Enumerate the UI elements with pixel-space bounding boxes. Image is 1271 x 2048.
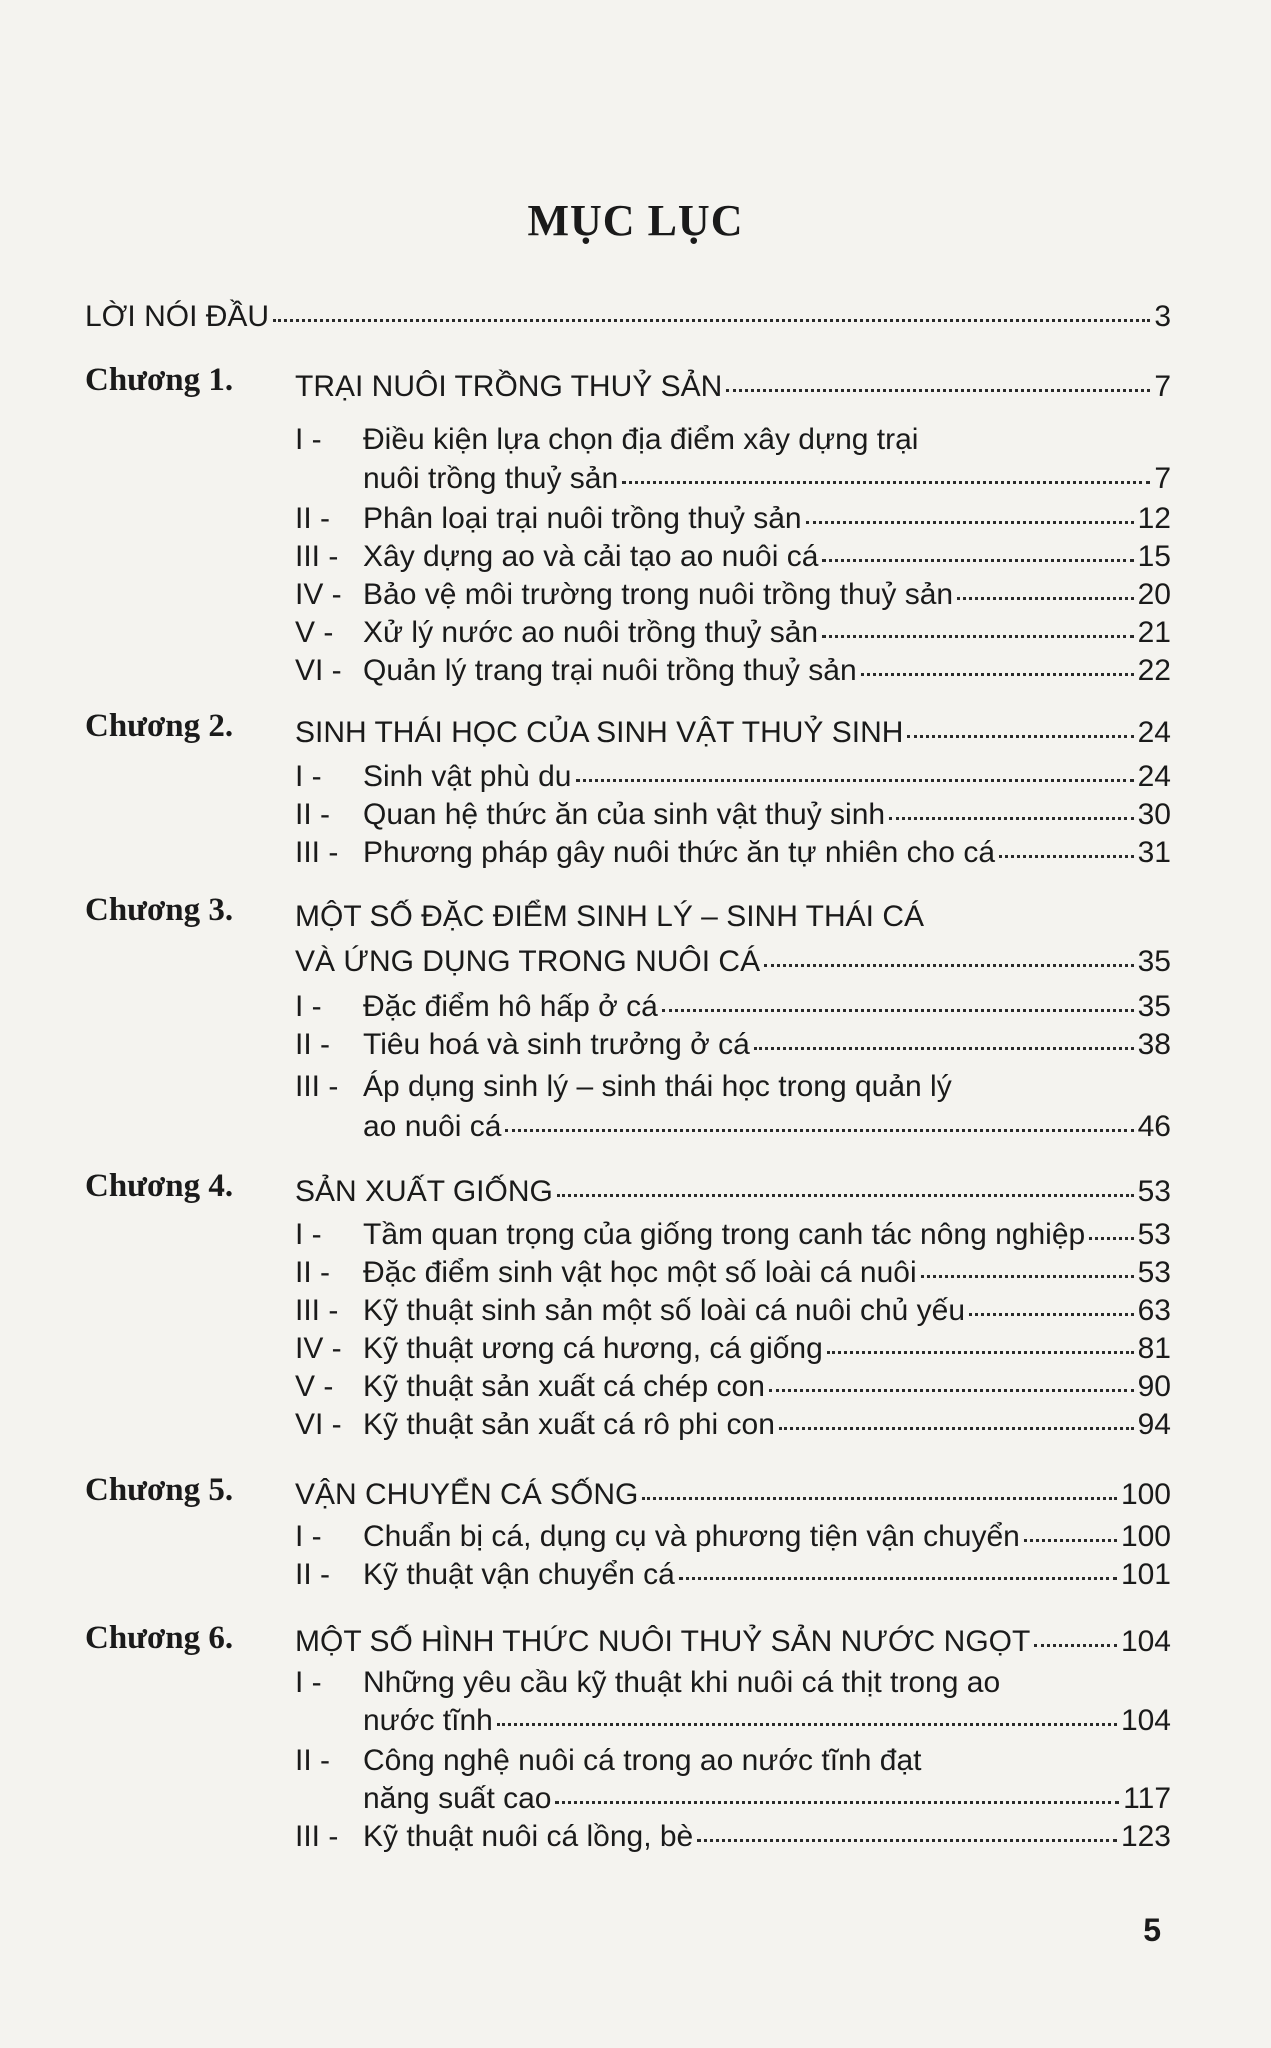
chapter-label: Chương 5.	[85, 1472, 234, 1508]
section-title[interactable]: Những yêu cầu kỹ thuật khi nuôi cá thịt trong ao	[363, 1666, 1001, 1699]
dot-leader	[999, 855, 1134, 858]
section-number: III -	[295, 1820, 339, 1853]
section-title[interactable]: Điều kiện lựa chọn địa điểm xây dựng trại	[363, 423, 919, 456]
section-title-cont: nuôi trồng thuỷ sản	[363, 462, 619, 495]
section-title: Kỹ thuật sản xuất cá chép con	[363, 1370, 765, 1403]
preface-label: LỜI NÓI ĐẦU	[85, 300, 270, 333]
section-title-cont: ao nuôi cá	[363, 1110, 502, 1143]
chapter-title[interactable]: MỘT SỐ ĐẶC ĐIỂM SINH LÝ – SINH THÁI CÁ	[295, 900, 925, 933]
section-page: 104	[1120, 1704, 1171, 1737]
chapter-title: VẬN CHUYỂN CÁ SỐNG	[295, 1478, 639, 1511]
chapter-page: 104	[1120, 1625, 1171, 1658]
toc-entry-chapter-1[interactable]	[295, 370, 1171, 404]
chapter-page: 53	[1137, 1175, 1171, 1208]
section-title-cont: nước tĩnh	[363, 1704, 493, 1737]
section-page: 63	[1137, 1294, 1171, 1327]
section-title: Xử lý nước ao nuôi trồng thuỷ sản	[363, 616, 819, 649]
toc-entry-section[interactable]	[363, 1408, 1171, 1442]
chapter-page: 7	[1154, 370, 1171, 403]
section-page: 22	[1137, 654, 1171, 687]
section-number: I -	[295, 990, 322, 1023]
chapter-title-cont: VÀ ỨNG DỤNG TRONG NUÔI CÁ	[295, 945, 761, 978]
chapter-label: Chương 2.	[85, 708, 234, 744]
section-title: Xây dựng ao và cải tạo ao nuôi cá	[363, 540, 819, 573]
dot-leader	[969, 1313, 1134, 1316]
section-page: 30	[1137, 798, 1171, 831]
dot-leader	[576, 779, 1134, 782]
dot-leader	[1024, 1539, 1117, 1542]
chapter-title: SINH THÁI HỌC CỦA SINH VẬT THUỶ SINH	[295, 716, 904, 749]
section-page: 101	[1120, 1558, 1171, 1591]
dot-leader	[505, 1129, 1133, 1132]
chapter-label: Chương 4.	[85, 1168, 234, 1204]
section-number: I -	[295, 1218, 322, 1251]
toc-entry-section[interactable]	[363, 540, 1171, 574]
dot-leader	[726, 389, 1150, 392]
section-number: V -	[295, 1370, 334, 1403]
section-number: IV -	[295, 578, 342, 611]
section-title[interactable]: Áp dụng sinh lý – sinh thái học trong quản lý	[363, 1070, 952, 1103]
section-title: Kỹ thuật sinh sản một số loài cá nuôi chủ yếu	[363, 1294, 966, 1327]
section-page: 100	[1120, 1520, 1171, 1553]
section-title-cont: năng suất cao	[363, 1782, 552, 1815]
dot-leader	[889, 817, 1134, 820]
section-number: I -	[295, 423, 322, 456]
toc-entry-section[interactable]	[363, 1256, 1171, 1290]
section-number: III -	[295, 1070, 339, 1103]
section-title: Phân loại trại nuôi trồng thuỷ sản	[363, 502, 802, 535]
page-title: MỤC LỤC	[527, 196, 744, 245]
toc-entry-section[interactable]	[363, 654, 1171, 688]
dot-leader	[557, 1194, 1134, 1197]
toc-entry-section[interactable]	[363, 462, 1171, 496]
section-number: I -	[295, 1666, 322, 1699]
section-title: Phương pháp gây nuôi thức ăn tự nhiên cho cá	[363, 836, 996, 869]
section-number: II -	[295, 1558, 330, 1591]
toc-entry-chapter-2[interactable]	[295, 716, 1171, 750]
toc-entry-chapter-3[interactable]	[295, 945, 1171, 979]
section-number: II -	[295, 1256, 330, 1289]
toc-entry-section[interactable]	[363, 1520, 1171, 1554]
dot-leader	[822, 559, 1133, 562]
dot-leader	[957, 597, 1134, 600]
section-page: 35	[1137, 990, 1171, 1023]
chapter-label: Chương 6.	[85, 1620, 234, 1656]
toc-entry-section[interactable]	[363, 836, 1171, 870]
section-number: III -	[295, 836, 339, 869]
section-page: 90	[1137, 1370, 1171, 1403]
toc-entry-section[interactable]	[363, 1294, 1171, 1328]
dot-leader	[779, 1427, 1134, 1430]
section-number: II -	[295, 1744, 330, 1777]
section-page: 12	[1137, 502, 1171, 535]
section-title: Đặc điểm sinh vật học một số loài cá nuôi	[363, 1256, 917, 1289]
toc-entry-chapter-4[interactable]	[295, 1175, 1171, 1209]
section-page: 24	[1137, 760, 1171, 793]
dot-leader	[273, 319, 1150, 322]
toc-entry-chapter-5[interactable]	[295, 1478, 1171, 1512]
toc-entry-section[interactable]	[363, 798, 1171, 832]
page-number: 5	[1143, 1912, 1161, 1948]
section-number: III -	[295, 540, 339, 573]
section-title: Quản lý trang trại nuôi trồng thuỷ sản	[363, 654, 857, 687]
section-title: Kỹ thuật vận chuyển cá	[363, 1558, 675, 1591]
dot-leader	[861, 673, 1134, 676]
dot-leader	[662, 1009, 1134, 1012]
chapter-label: Chương 3.	[85, 892, 234, 928]
section-page: 15	[1137, 540, 1171, 573]
preface-page: 3	[1154, 300, 1171, 333]
chapter-page: 35	[1137, 945, 1171, 978]
dot-leader	[555, 1801, 1119, 1804]
dot-leader	[764, 964, 1134, 967]
chapter-page: 24	[1137, 716, 1171, 749]
section-number: VI -	[295, 1408, 342, 1441]
dot-leader	[822, 635, 1134, 638]
section-title: Sinh vật phù du	[363, 760, 572, 793]
dot-leader	[1089, 1237, 1133, 1240]
dot-leader	[907, 735, 1133, 738]
section-title: Chuẩn bị cá, dụng cụ và phương tiện vận chuyển	[363, 1520, 1020, 1553]
toc-entry-section[interactable]	[363, 1782, 1171, 1816]
toc-entry-section[interactable]	[363, 1704, 1171, 1738]
chapter-title: MỘT SỐ HÌNH THỨC NUÔI THUỶ SẢN NƯỚC NGỌT	[295, 1625, 1031, 1658]
toc-entry-section[interactable]	[363, 616, 1171, 650]
dot-leader	[921, 1275, 1134, 1278]
section-title: Kỹ thuật ương cá hương, cá giống	[363, 1332, 823, 1365]
toc-entry-section[interactable]	[363, 1332, 1171, 1366]
section-number: IV -	[295, 1332, 342, 1365]
section-page: 46	[1137, 1110, 1171, 1143]
toc-entry-section[interactable]	[363, 760, 1171, 794]
chapter-label: Chương 1.	[85, 362, 234, 398]
section-page: 7	[1154, 462, 1171, 495]
section-page: 117	[1123, 1782, 1171, 1815]
toc-entry-section[interactable]	[363, 990, 1171, 1024]
section-page: 123	[1120, 1820, 1171, 1853]
toc-entry-section[interactable]	[363, 1370, 1171, 1404]
toc-entry-section[interactable]	[363, 1558, 1171, 1592]
section-page: 38	[1137, 1028, 1171, 1061]
toc-entry-section[interactable]	[363, 502, 1171, 536]
chapter-title: SẢN XUẤT GIỐNG	[295, 1175, 553, 1208]
toc-entry-section[interactable]	[363, 1820, 1171, 1854]
section-number: V -	[295, 616, 334, 649]
dot-leader	[1034, 1644, 1117, 1647]
dot-leader	[679, 1577, 1117, 1580]
section-page: 94	[1137, 1408, 1171, 1441]
section-page: 21	[1137, 616, 1171, 649]
section-title: Kỹ thuật nuôi cá lồng, bè	[363, 1820, 694, 1853]
section-title: Bảo vệ môi trường trong nuôi trồng thuỷ sản	[363, 578, 954, 611]
dot-leader	[769, 1389, 1134, 1392]
section-number: II -	[295, 502, 330, 535]
section-number: II -	[295, 798, 330, 831]
section-number: I -	[295, 760, 322, 793]
dot-leader	[827, 1351, 1134, 1354]
section-number: VI -	[295, 654, 342, 687]
section-number: III -	[295, 1294, 339, 1327]
chapter-page: 100	[1120, 1478, 1171, 1511]
section-title: Đặc điểm hô hấp ở cá	[363, 990, 658, 1023]
section-number: I -	[295, 1520, 322, 1553]
dot-leader	[697, 1839, 1117, 1842]
section-page: 20	[1137, 578, 1171, 611]
toc-entry-section[interactable]	[363, 1218, 1171, 1252]
dot-leader	[642, 1497, 1117, 1500]
section-page: 81	[1137, 1332, 1171, 1365]
section-page: 53	[1137, 1256, 1171, 1289]
toc-entry-section[interactable]	[363, 1110, 1171, 1144]
section-page: 31	[1137, 836, 1171, 869]
chapter-title: TRẠI NUÔI TRỒNG THUỶ SẢN	[295, 370, 723, 403]
section-title: Tiêu hoá và sinh trưởng ở cá	[363, 1028, 750, 1061]
dot-leader	[497, 1723, 1117, 1726]
toc-entry-chapter-6[interactable]	[295, 1625, 1171, 1659]
section-title: Tầm quan trọng của giống trong canh tác nông nghiệp	[363, 1218, 1086, 1251]
toc-entry-section[interactable]	[363, 1028, 1171, 1062]
section-page: 53	[1137, 1218, 1171, 1251]
section-title: Quan hệ thức ăn của sinh vật thuỷ sinh	[363, 798, 886, 831]
toc-entry-preface[interactable]	[85, 300, 1171, 334]
dot-leader	[622, 481, 1150, 484]
toc-entry-section[interactable]	[363, 578, 1171, 612]
dot-leader	[754, 1047, 1134, 1050]
section-number: II -	[295, 1028, 330, 1061]
section-title[interactable]: Công nghệ nuôi cá trong ao nước tĩnh đạt	[363, 1744, 922, 1777]
dot-leader	[806, 521, 1134, 524]
section-title: Kỹ thuật sản xuất cá rô phi con	[363, 1408, 775, 1441]
